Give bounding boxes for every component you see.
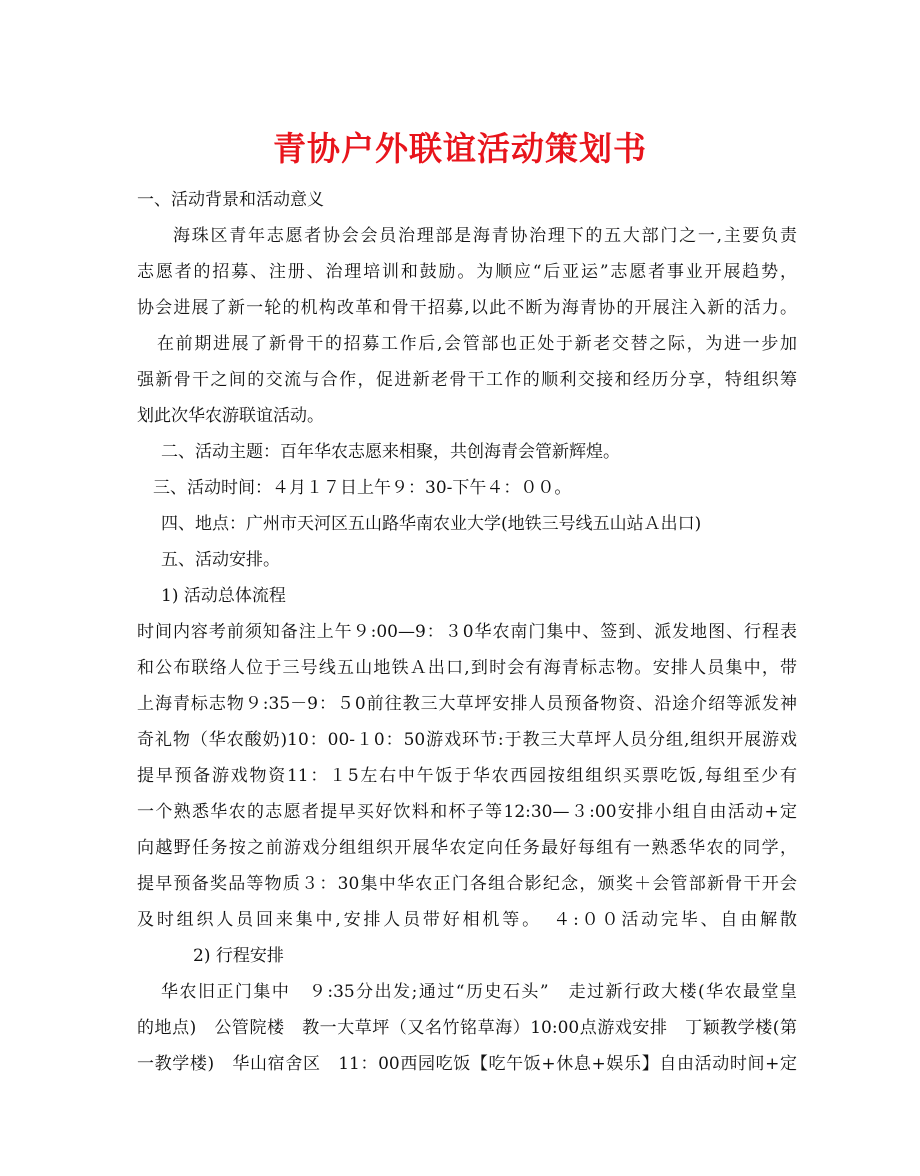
paragraph-line: 提早预备游戏物资11：１5左右中午饭于华农西园按组组织买票吃饭,每组至少有 <box>137 766 797 786</box>
section-heading-arrangement: 五、活动安排。 <box>161 550 280 570</box>
paragraph-line: 的地点) 公管院楼 教一大草坪（又名竹铭草海）10:00点游戏安排 丁颖教学楼(第 <box>137 1018 797 1038</box>
paragraph-line: 强新骨干之间的交流与合作，促进新老骨干工作的顺利交接和经历分享，特组织筹 <box>137 370 797 390</box>
paragraph-line: 向越野任务按之前游戏分组组织开展华农定向任务最好每组有一熟悉华农的同学， <box>137 838 797 858</box>
paragraph-line: 一教学楼) 华山宿舍区 11：00西园吃饭【吃午饭+休息+娱乐】自由活动时间+定 <box>137 1054 797 1074</box>
paragraph-line: 志愿者的招募、注册、治理培训和鼓励。为顺应“后亚运”志愿者事业开展趋势， <box>137 262 797 282</box>
section-heading-location: 四、地点：广州市天河区五山路华南农业大学(地铁三号线五山站Ａ出口) <box>161 514 702 534</box>
paragraph-line: 时间内容考前须知备注上午９:00—9：３0华农南门集中、签到、派发地图、行程表 <box>137 622 797 642</box>
paragraph-line: 和公布联络人位于三号线五山地铁Ａ出口,到时会有海青标志物。安排人员集中，带 <box>137 658 797 678</box>
paragraph-line: 奇礼物（华农酸奶)10：00-１0：50游戏环节:于教三大草坪人员分组,组织开展游戏 <box>137 730 797 750</box>
paragraph-line: 华农旧正门集中 ９:35分出发;通过“历史石头” 走过新行政大楼(华农最堂皇 <box>161 982 797 1002</box>
paragraph-line: 及时组织人员回来集中,安排人员带好相机等。 ４:００活动完毕、自由解散 <box>137 910 797 930</box>
section-heading-theme: 二、活动主题：百年华农志愿来相聚，共创海青会管新辉煌。 <box>161 442 620 462</box>
paragraph-line: 提早预备奖品等物质３：30集中华农正门各组合影纪念，颁奖＋会管部新骨干开会 <box>137 874 797 894</box>
paragraph-line: 划此次华农游联谊活动。 <box>137 406 324 426</box>
subsection-heading-flow: 1) 活动总体流程 <box>161 586 286 606</box>
subsection-heading-itinerary: 2) 行程安排 <box>193 946 284 966</box>
document-title: 青协户外联谊活动策划书 <box>273 129 647 168</box>
paragraph-line: 上海青标志物９:35－9：５0前往教三大草坪安排人员预备物资、沿途介绍等派发神 <box>137 694 797 714</box>
section-heading-time: 三、活动时间：４月１７日上午９：30-下午４：００。 <box>153 478 572 498</box>
paragraph-line: 一个熟悉华农的志愿者提早买好饮料和杯子等12:30—３:00安排小组自由活动+定 <box>137 802 797 822</box>
paragraph-line: 在前期进展了新骨干的招募工作后,会管部也正处于新老交替之际，为进一步加 <box>157 334 797 354</box>
paragraph-line: 海珠区青年志愿者协会会员治理部是海青协治理下的五大部门之一,主要负责 <box>173 226 797 246</box>
paragraph-line: 协会进展了新一轮的机构改革和骨干招募,以此不断为海青协的开展注入新的活力。 <box>137 298 797 318</box>
section-heading-background: 一、活动背景和活动意义 <box>137 190 324 210</box>
